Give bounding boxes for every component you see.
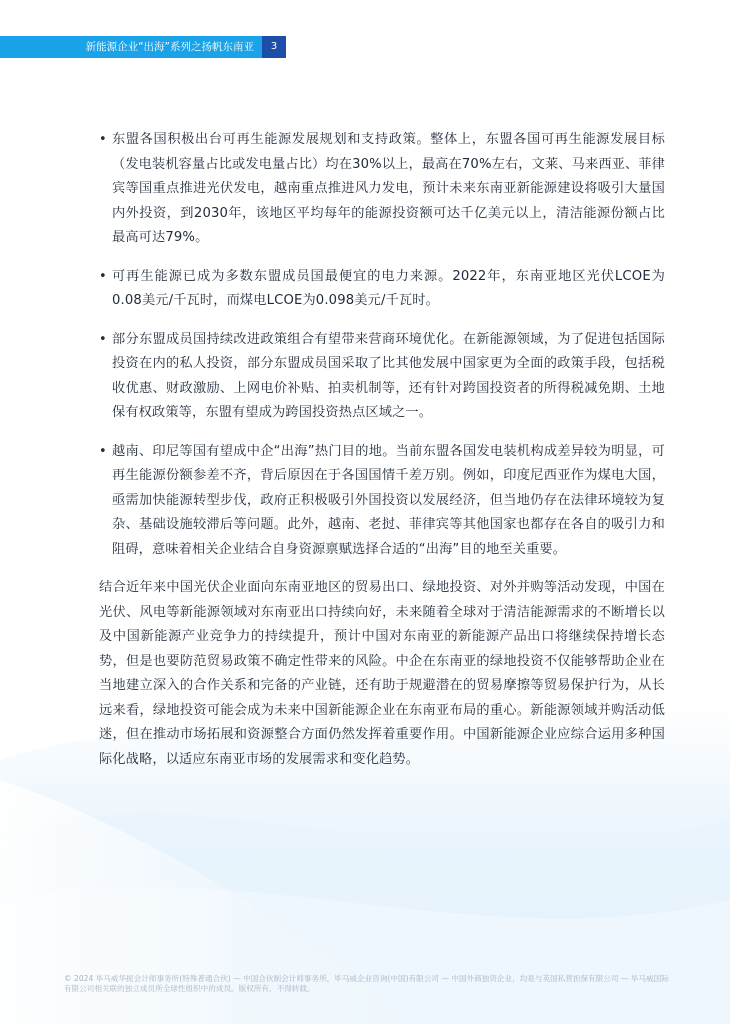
bullet-dot-icon: •	[99, 268, 107, 284]
main-content	[99, 128, 665, 772]
page-number: 3	[262, 36, 286, 58]
summary-paragraph: 结合近年来中国光伏企业面向东南亚地区的贸易出口、绿地投资、对外并购等活动发现，中国在光伏、风电等新能源领域对东南亚出口持续向好，未来随着全球对于清洁能源需求的不断增长以及中国新能源产业竞争力的持续提升，预计中国对东南亚的新能源产品出口将继续保持增长态势，但是也要防范贸易政策不确定性带来的风险。中企在东南亚的绿地投资不仅能够帮助企业在当地建立深入的合作关系和完备的产业链，还有助于规避潜在的贸易摩擦等贸易保护行为，从长远来看，绿地投资可能会成为未来中国新能源企业在东南亚布局的重心。新能源领域并购活动低迷，但在推动市场拓展和资源整合方面仍然发挥着重要作用。中国新能源企业应综合运用多种国际化战略，以适应东南亚市场的发展需求和变化趋势。	[99, 580, 665, 767]
copyright-footer: © 2024 毕马威华振会计师事务所(特殊普通合伙) — 中国合伙制会计师事务所，毕马威企业咨询(中国)有限公司 — 中国外商独资企业，均是与英国私营担保有限公司 — 毕马威国际有限公司相关联的独立成员所全球性组织中的成员。版权所有，不得转载。	[64, 974, 669, 993]
list-item-text: 部分东盟成员国持续改进政策组合有望带来营商环境优化。在新能源领域，为了促进包括国际投资在内的私人投资，部分东盟成员国采取了比其他发展中国家更为全面的政策手段，包括税收优惠、财政激励、上网电价补贴、拍卖机制等，还有针对跨国投资者的所得税减免期、土地保有权政策等，东盟有望成为跨国投资热点区域之一。	[112, 331, 665, 420]
bullet-dot-icon: •	[99, 331, 107, 347]
list-item	[99, 265, 665, 314]
list-item-text: 可再生能源已成为多数东盟成员国最便宜的电力来源。2022年，东南亚地区光伏LCOE为0.08美元/千瓦时，而煤电LCOE为0.098美元/千瓦时。	[112, 268, 665, 308]
bullet-dot-icon: •	[99, 132, 107, 147]
bullet-list	[99, 128, 665, 562]
list-item-text: 越南、印尼等国有望成中企“出海”热门目的地。当前东盟各国发电装机构成差异较为明显，可再生能源份额参差不齐，背后原因在于各国国情千差万别。例如，印度尼西亚作为煤电大国，亟需加快能源转型步伐，政府正积极吸引外国投资以发展经济，但当地仍存在法律环境较为复杂、基础设施较滞后等问题。此外，越南、老挝、菲律宾等其他国家也都存在各自的吸引力和阻碍，意味着相关企业结合自身资源禀赋选择合适的“出海”目的地至关重要。	[112, 443, 665, 557]
header-title-bar	[0, 36, 262, 58]
list-item	[99, 128, 665, 251]
bullet-dot-icon: •	[99, 443, 107, 459]
header-title: 新能源企业“出海”系列之扬帆东南亚	[85, 41, 254, 53]
list-item-text: 东盟各国积极出台可再生能源发展规划和支持政策。整体上，东盟各国可再生能源发展目标（发电装机容量占比或发电量占比）均在30%以上，最高在70%左右，文莱、马来西亚、菲律宾等国重点推进光伏发电，越南重点推进风力发电，预计未来东南亚新能源建设将吸引大量国内外投资，到2030年，该地区平均每年的能源投资额可达千亿美元以上，清洁能源份额占比最高可达79%。	[112, 132, 666, 245]
list-item	[99, 440, 665, 563]
list-item	[99, 328, 665, 426]
